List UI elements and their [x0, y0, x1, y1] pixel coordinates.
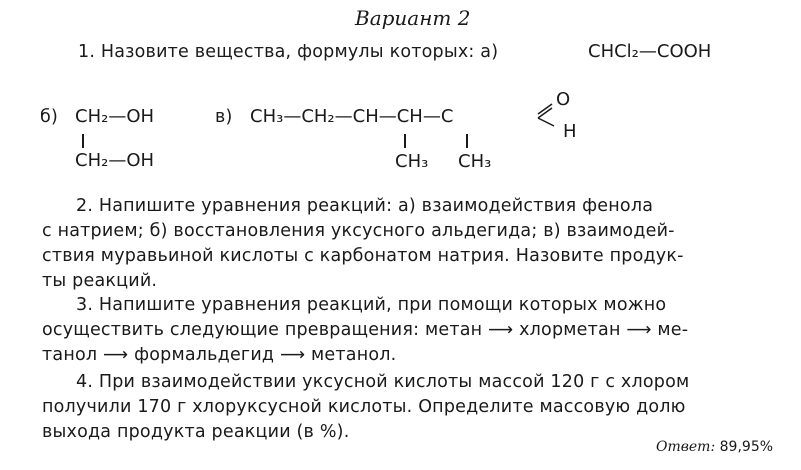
task2-line-2: с натрием; б) восстановления уксусного альдегида; в) взаимодей-	[42, 221, 675, 241]
task4-line-3: выхода продукта реакции (в %).	[42, 422, 350, 442]
formula-v-branch2	[466, 134, 468, 148]
answer-label: Ответ:	[656, 439, 716, 455]
answer-value: 89,95%	[719, 439, 774, 455]
formula-v-branch1	[404, 134, 406, 148]
formula-v-hydrogen: H	[563, 121, 577, 142]
task2-line-3: ствия муравьиной кислоты с карбонатом натрия. Назовите продук-	[42, 246, 684, 266]
task2-line-4: ты реакций.	[42, 271, 158, 291]
variant-title: Вариант 2	[355, 6, 471, 30]
task3-line-1: 3. Напишите уравнения реакций, при помощи которых можно	[76, 295, 667, 315]
formula-b-bond	[82, 134, 84, 148]
answer	[656, 439, 773, 455]
formula-b-bottom: CH₂—OH	[75, 150, 155, 171]
task1-formula-a: CHCl₂—COOH	[588, 41, 712, 62]
task3-line-2: осуществить следующие превращения: метан ⟶ хлорметан ⟶ ме-	[42, 320, 689, 340]
task1-label-b: б)	[40, 107, 59, 127]
task4-line-2: получили 170 г хлоруксусной кислоты. Определите массовую долю	[42, 397, 686, 417]
formula-b-top: CH₂—OH	[75, 106, 155, 127]
task4-line-1: 4. При взаимодействии уксусной кислоты массой 120 г с хлором	[76, 372, 690, 392]
task1-label-v: в)	[215, 107, 233, 127]
task1-prefix: 1. Назовите вещества, формулы которых: а)	[78, 42, 499, 62]
task3-line-3: танол ⟶ формальдегид ⟶ метанол.	[42, 345, 397, 365]
formula-v-oxygen: O	[556, 89, 571, 110]
formula-v-sub2: CH₃	[458, 151, 492, 172]
task2-line-1: 2. Напишите уравнения реакций: а) взаимодействия фенола	[76, 196, 654, 216]
formula-v-main: CH₃—CH₂—CH—CH—C	[250, 106, 454, 127]
formula-v-sub1: CH₃	[395, 151, 429, 172]
